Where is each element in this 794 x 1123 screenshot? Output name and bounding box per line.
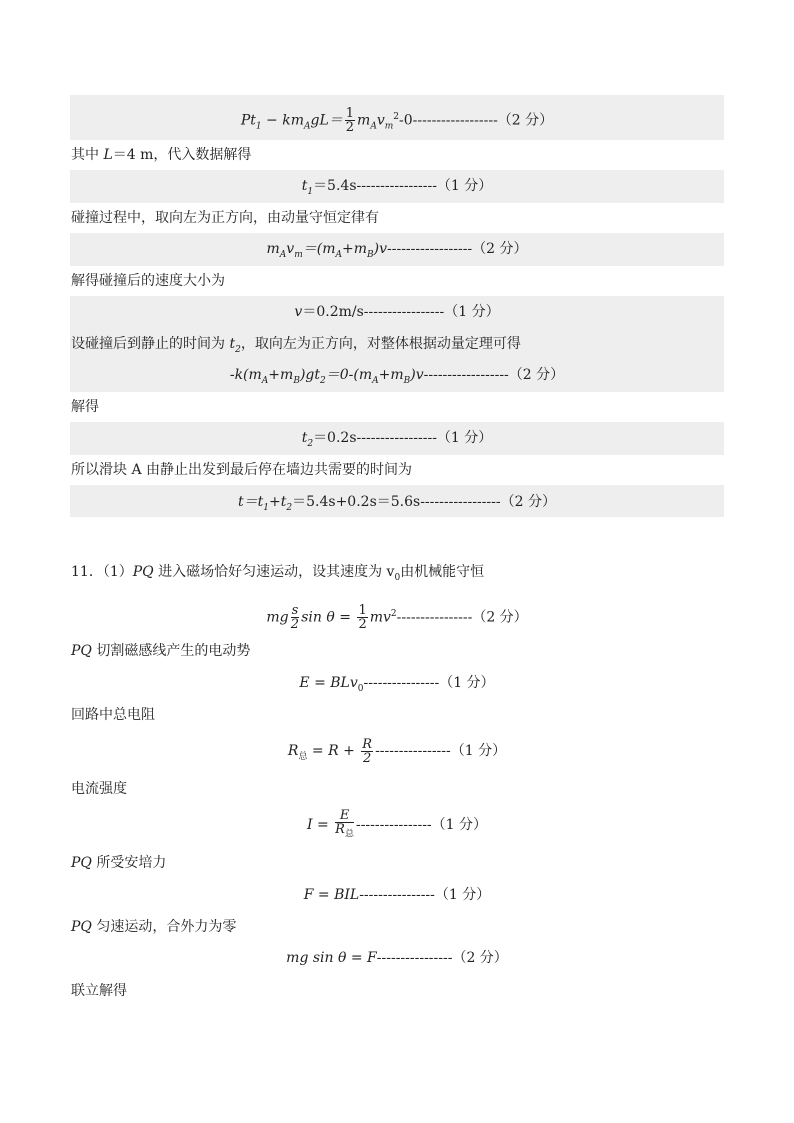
text-part: 解得 xyxy=(71,399,99,415)
text-part: 切割磁感线产生的电动势 xyxy=(91,643,251,659)
eq-part: +m xyxy=(341,241,367,257)
eq-part: m xyxy=(266,241,280,257)
equation-velocity xyxy=(0,297,794,327)
equation-t2 xyxy=(0,423,794,453)
eq-part: v xyxy=(294,304,303,320)
text-line xyxy=(0,392,794,422)
eq-part: +m xyxy=(378,367,404,383)
text-part: 所以滑块 A 由静止出发到最后停在墙边共需要的时间为 xyxy=(71,462,413,478)
fraction-denominator: 2 xyxy=(345,120,355,136)
score-mark: -----------------（2 分） xyxy=(420,494,556,510)
text-var: PQ xyxy=(132,564,154,580)
eq-sub: A xyxy=(370,121,377,132)
eq-part: v xyxy=(376,112,385,129)
eq-sub: 1 xyxy=(255,121,262,132)
text-sub: 0 xyxy=(394,572,401,583)
text-part: 进入磁场恰好匀速运动，设其速度为 v xyxy=(153,564,395,580)
text-line xyxy=(0,848,794,878)
question-number: 11．（1） xyxy=(71,564,133,580)
text-line xyxy=(0,140,794,170)
eq-part: v xyxy=(286,241,295,257)
eq-sub: 2 xyxy=(307,438,314,449)
text-line xyxy=(0,700,794,730)
text-part: 匀速运动，合外力为零 xyxy=(91,919,237,935)
score-mark: ----------------（1 分） xyxy=(375,743,507,759)
eq-sub: m xyxy=(294,249,303,260)
eq-sub: A xyxy=(335,249,342,260)
text-sub: 2 xyxy=(235,344,241,355)
text-line xyxy=(0,266,794,296)
eq-part: ＝(m xyxy=(302,241,336,257)
score-mark: -----------------（1 分） xyxy=(356,430,493,446)
equation-total-resistance xyxy=(0,732,794,770)
eq-part: m xyxy=(357,112,371,129)
eq-part: )gt xyxy=(299,367,320,383)
text-part: 由机械能守恒 xyxy=(400,564,485,580)
fraction xyxy=(357,604,367,631)
eq-part: ＝t xyxy=(243,494,264,510)
equation-ampere-force xyxy=(0,880,794,910)
score-mark: ----------------（1 分） xyxy=(355,817,488,833)
eq-sub: B xyxy=(403,375,411,386)
eq-sup: 2 xyxy=(390,609,397,619)
eq-part: mv xyxy=(369,609,391,626)
eq-part: ＝0-(m xyxy=(325,367,373,383)
eq-sub: A xyxy=(303,121,311,132)
text-part: 设碰撞后到静止的时间为 xyxy=(71,336,230,352)
eq-sub: B xyxy=(367,249,374,260)
eq-part: ＝0.2m/s xyxy=(302,304,364,320)
equation-impulse xyxy=(0,360,794,390)
text-part: 解得碰撞后的速度大小为 xyxy=(71,273,225,289)
text-part: ＝4 m，代入数据解得 xyxy=(112,147,252,163)
text-var: PQ xyxy=(71,643,92,659)
equation-emf xyxy=(0,668,794,698)
question-11-heading xyxy=(0,557,794,587)
eq-sub: 总 xyxy=(344,829,354,840)
text-var: PQ xyxy=(71,919,92,935)
fraction-denominator: 2 xyxy=(358,617,367,633)
eq-sub: B xyxy=(293,375,300,386)
eq-part: -k(m xyxy=(229,367,262,383)
text-var: L xyxy=(103,147,113,163)
eq-sub: 0 xyxy=(357,683,364,694)
equation-t1 xyxy=(0,171,794,201)
eq-sub: 2 xyxy=(320,375,326,386)
equation-momentum xyxy=(0,234,794,264)
eq-part: ＝5.4s xyxy=(313,178,357,194)
equation-energy-conservation xyxy=(0,597,794,631)
eq-part: mg xyxy=(266,609,289,626)
text-line xyxy=(0,329,794,359)
fraction xyxy=(291,604,300,631)
score-mark: ------------------（2 分） xyxy=(412,112,554,129)
score-mark: ------------------（2 分） xyxy=(387,241,528,257)
eq-sup: 2 xyxy=(393,112,400,122)
text-part: ，取向左为正方向，对整体根据动量定理可得 xyxy=(240,336,521,352)
text-part: 回路中总电阻 xyxy=(71,707,155,723)
eq-part: sin θ = xyxy=(301,609,356,626)
text-line xyxy=(0,636,794,666)
fraction xyxy=(361,738,373,765)
fraction-denominator: R xyxy=(335,821,345,837)
fraction-numerator: 1 xyxy=(358,603,367,619)
fraction-denominator: 2 xyxy=(290,617,300,633)
equation-current xyxy=(0,806,794,844)
text-var: t xyxy=(229,336,236,352)
fraction xyxy=(335,809,354,842)
eq-part: )v xyxy=(373,241,387,257)
eq-part: +t xyxy=(269,494,287,510)
eq-part: +m xyxy=(268,367,294,383)
text-line xyxy=(0,774,794,804)
fraction-numerator: s xyxy=(291,603,299,619)
fraction-numerator: R xyxy=(362,736,373,752)
eq-part: t xyxy=(301,178,308,194)
eq-sub: A xyxy=(372,375,379,386)
score-mark: ----------------（2 分） xyxy=(376,950,508,966)
score-mark: -----------------（1 分） xyxy=(363,304,500,320)
equation-total-time xyxy=(0,487,794,517)
text-line xyxy=(0,203,794,233)
eq-sub: A xyxy=(261,375,269,386)
text-line xyxy=(0,455,794,485)
text-var: PQ xyxy=(71,855,92,871)
fraction-denominator: 2 xyxy=(363,750,372,766)
eq-part: I = xyxy=(306,817,334,833)
text-part: 其中 xyxy=(71,147,104,163)
eq-sub: A xyxy=(279,249,287,260)
text-line xyxy=(0,976,794,1006)
fraction xyxy=(345,107,355,134)
text-part: 所受安培力 xyxy=(91,855,167,871)
eq-part: − km xyxy=(261,112,304,129)
eq-sub: m xyxy=(384,121,394,132)
text-part: 联立解得 xyxy=(71,983,127,999)
eq-part: t xyxy=(301,430,308,446)
score-mark: ------------------（2 分） xyxy=(423,367,565,383)
eq-part: -0 xyxy=(399,112,413,129)
eq-sub: 1 xyxy=(263,502,270,513)
equation-energy xyxy=(0,102,794,136)
text-part: 碰撞过程中，取向左为正方向，由动量守恒定律有 xyxy=(71,210,379,226)
score-mark: -----------------（1 分） xyxy=(356,178,493,194)
eq-part: Pt xyxy=(240,112,256,129)
eq-part: )v xyxy=(410,367,424,383)
text-line xyxy=(0,912,794,942)
eq-sub: 2 xyxy=(286,502,293,513)
eq-part: = R + xyxy=(307,743,360,759)
score-mark: ----------------（2 分） xyxy=(396,609,528,626)
eq-part: ＝5.4s+0.2s＝5.6s xyxy=(292,494,421,510)
eq-sub: 总 xyxy=(298,751,308,762)
eq-part: mg sin θ = F xyxy=(286,950,377,966)
eq-part: t xyxy=(238,494,244,510)
eq-part: gL＝ xyxy=(310,112,343,129)
equation-equilibrium xyxy=(0,943,794,973)
eq-sub: 1 xyxy=(307,186,314,197)
score-mark: ----------------（1 分） xyxy=(359,887,491,903)
eq-part: F = BIL xyxy=(303,887,360,903)
text-part: 电流强度 xyxy=(71,781,127,797)
fraction-numerator: 1 xyxy=(345,106,355,122)
eq-part: ＝0.2s xyxy=(313,430,357,446)
eq-part: R xyxy=(287,743,299,759)
eq-part: E = BLv xyxy=(299,675,358,691)
score-mark: ----------------（1 分） xyxy=(363,675,495,691)
fraction-numerator: E xyxy=(335,809,354,823)
